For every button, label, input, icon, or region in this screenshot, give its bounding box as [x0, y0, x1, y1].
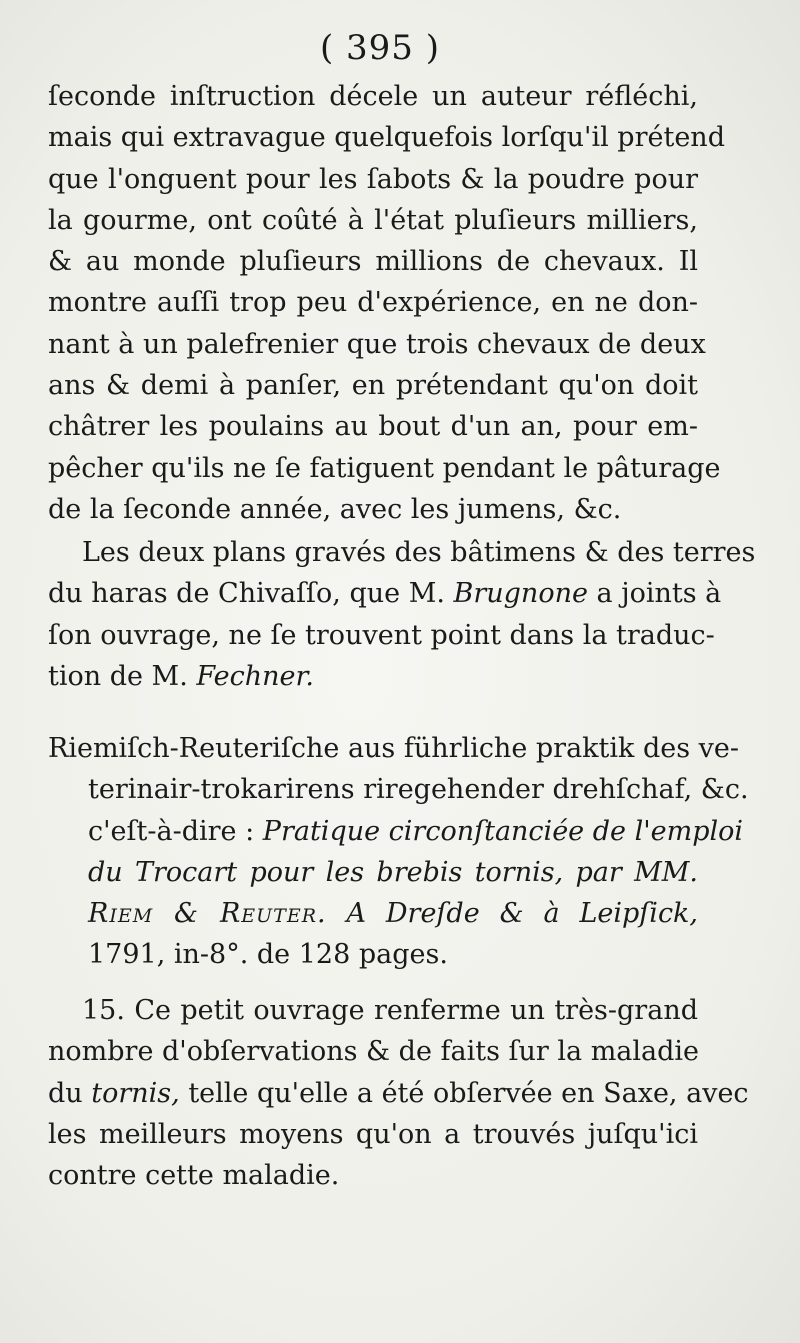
- text-line: ſon ouvrage, ne ſe trouvent point dans la traduc-: [48, 619, 715, 651]
- text-line: pêcher qu'ils ne ſe fatiguent pendant le pâturage: [48, 452, 721, 484]
- entry-authors: Riem & Reuter.: [88, 898, 327, 930]
- text-line: montre auſſi trop peu d'expérience, en ne don-: [48, 287, 698, 319]
- translator-name: Fechner.: [196, 660, 315, 692]
- text-line: la gourme, ont coûté à l'état pluſieurs milliers,: [48, 204, 698, 236]
- entry-title-line: terinair-trokarirens riregehender drehſchaf, &c.: [88, 774, 749, 806]
- entry-imprint-line: Riem & Reuter. A Dreſde & à Leipſick,: [88, 898, 699, 930]
- text-line: les meilleurs moyens qu'on a trouvés juſqu'ici: [48, 1118, 698, 1150]
- text-line: mais qui extravague quelquefois lorſqu'il prétend: [48, 122, 725, 154]
- text-line: tion de M. Fechner.: [48, 660, 315, 692]
- text-line: ans & demi à panſer, en prétendant qu'on doit: [48, 370, 698, 402]
- text-line: nombre d'obſervations & de faits ſur la maladie: [48, 1036, 700, 1068]
- page-number: ( 395 ): [319, 28, 441, 68]
- author-name: Brugnone: [453, 578, 588, 610]
- entry-pages-line: 1791, in-8°. de 128 pages.: [88, 939, 448, 971]
- bibliography-entry: [48, 728, 749, 976]
- entry-title-line: Riemiſch-Reuteriſche aus führliche praktik des ve-: [48, 733, 740, 764]
- text-line: du haras de Chivaſſo, que M. Brugnone a joints à: [48, 578, 722, 610]
- text-line: châtrer les poulains au bout d'un an, pour em-: [48, 411, 698, 443]
- entry-translation-line: c'eſt-à-dire : Pratique circonſtanciée de l'emploi: [88, 815, 744, 847]
- text-line: ſeconde inſtruction décele un auteur réfléchi,: [48, 81, 698, 112]
- text-line: du tornis, telle qu'elle a été obſervée en Saxe, avec: [48, 1077, 749, 1109]
- paragraph-3: [48, 990, 749, 1196]
- text-line: de la ſeconde année, avec les jumens, &c.: [48, 493, 622, 525]
- paragraph-2: [48, 532, 756, 697]
- paragraph-1: [48, 76, 725, 530]
- text-line: & au monde pluſieurs millions de chevaux. Il: [48, 246, 698, 278]
- text-line: que l'onguent pour les ſabots & la poudre pour: [48, 163, 698, 195]
- entry-translation-line: du Trocart pour les brebis tornis, par MM.: [88, 856, 698, 888]
- text-line: nant à un palefrenier que trois chevaux de deux: [48, 328, 706, 360]
- text-line: contre cette maladie.: [48, 1160, 340, 1192]
- text-line: Les deux plans gravés des bâtimens & des terres: [82, 537, 756, 568]
- text-line: 15. Ce petit ouvrage renferme un très-grand: [82, 995, 698, 1026]
